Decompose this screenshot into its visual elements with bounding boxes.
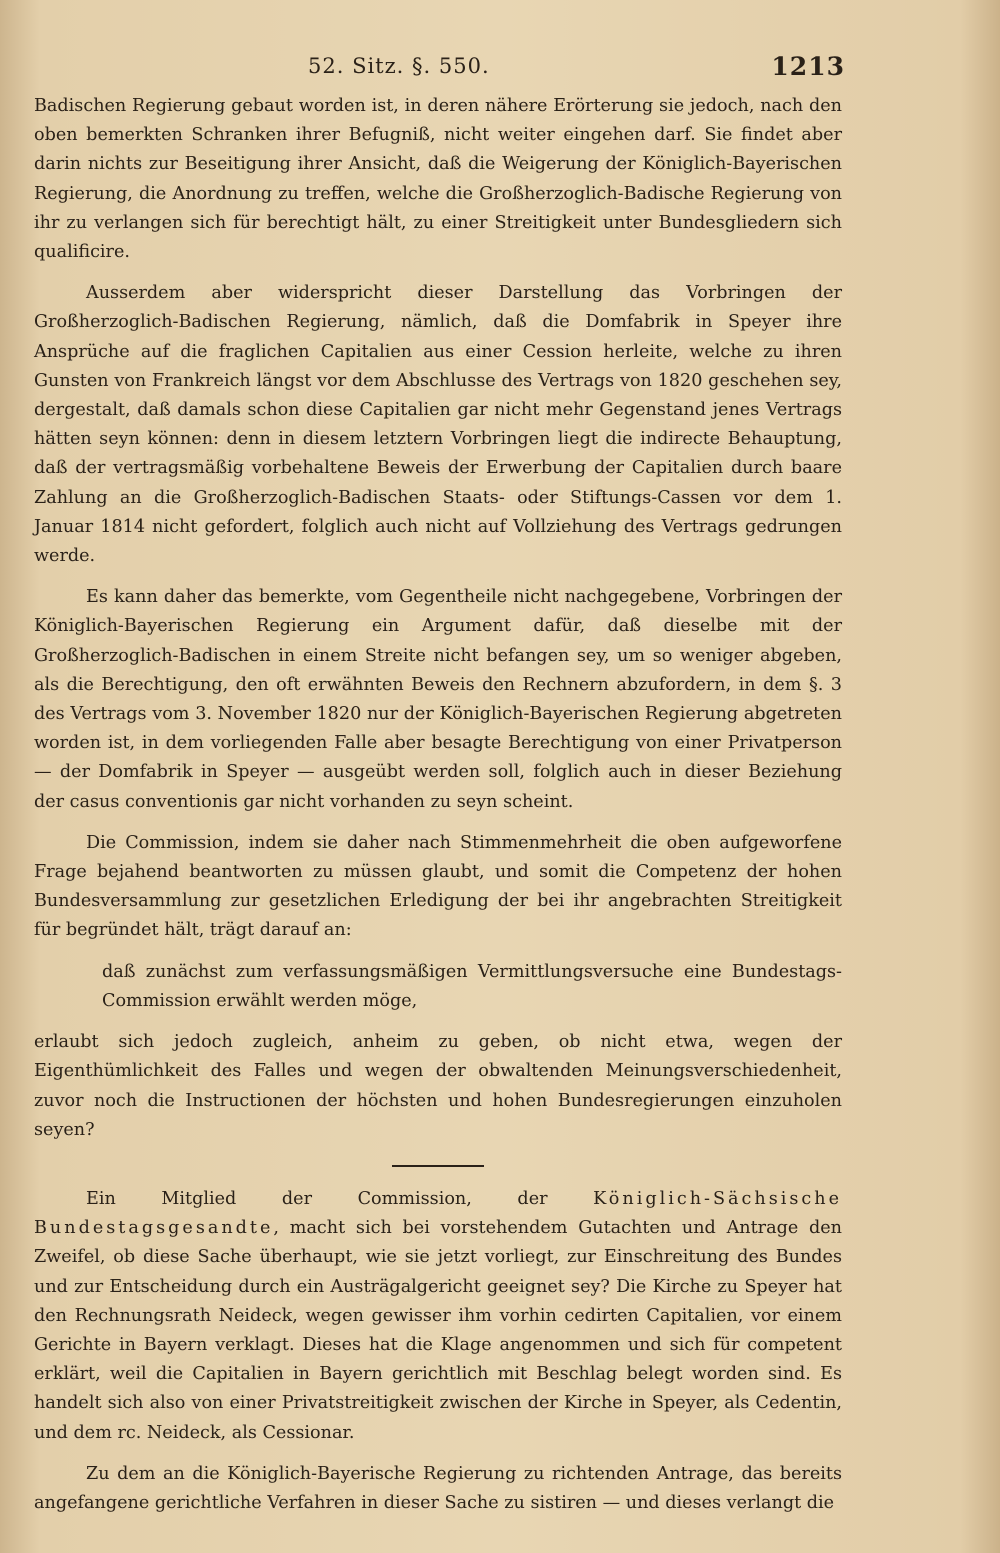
running-head: 52. Sitz. §. 550. xyxy=(308,54,490,78)
delegate-title: Königlich-Sächsische Bundestagsgesandte xyxy=(34,1188,842,1239)
paragraph-7-start: Ein Mitglied der Commission, der xyxy=(86,1188,594,1209)
section-divider xyxy=(392,1165,484,1167)
paragraph-2: Ausserdem aber widerspricht dieser Darstellung das Vorbringen der Großherzoglich-Badischen Regierung, nämlich, daß die Domfabrik in Speyer ihre Ansprüche auf die fraglichen Capitalien aus einer Cession herleite, welche zu ihren Gunsten von Frankreich längst vor dem Abschlusse des Vertrags von 1820 geschehen sey, dergestalt, daß damals schon diese Capitalien gar nicht mehr Gegenstand jenes Vertrags hätten seyn können: denn in diesem letztern Vorbringen liegt die indirecte Behauptung, daß der vertragsmäßig vorbehaltene Beweis der Erwerbung der Capitalien durch baare Zahlung an die Großherzoglich-Badischen Staats- oder Stiftungs-Cassen vor dem 1. Januar 1814 nicht gefordert, folglich auch nicht auf Vollziehung des Vertrags gedrungen werde. xyxy=(34,283,842,567)
motion-text: daß zunächst zum verfassungsmäßigen Vermittlungsversuche eine Bundestags-Commission erwählt werden möge, xyxy=(102,961,842,1011)
paragraph-7 xyxy=(34,1185,842,1448)
body-text xyxy=(34,92,842,1518)
paragraph-4: Die Commission, indem sie daher nach Stimmenmehrheit die oben aufgeworfene Frage bejahend beantworten zu müssen glaubt, und somit die Competenz der hohen Bundesversammlung zur gesetzlichen Erledigung der bei ihr angebrachten Streitigkeit für begründet hält, trägt darauf an: xyxy=(34,832,842,941)
page-number: 1213 xyxy=(771,52,845,81)
paragraph-1: Badischen Regierung gebaut worden ist, in deren nähere Erörterung sie jedoch, nach den oben bemerkten Schranken ihrer Befugniß, nicht weiter eingehen darf. Sie findet aber darin nichts zur Beseitigung ihrer Ansicht, daß die Weigerung der Königlich-Bayerischen Regierung, die Anordnung zu treffen, welche die Großherzoglich-Badische Regierung von ihr zu verlangen sich für berechtigt hält, zu einer Streitigkeit unter Bundesgliedern sich qualificire. xyxy=(34,96,842,263)
paragraph-7-rest: , macht sich bei vorstehendem Gutachten und Antrage den Zweifel, ob diese Sache überhaupt, wie sie jetzt vorliegt, zur Einschreitung des Bundes und zur Entscheidung durch ein Austrägalgericht geeignet sey? Die Kirche zu Speyer hat den Rechnungsrath Neideck, wegen gewisser ihm vorhin cedirten Capitalien, vor einem Gerichte in Bayern verklagt. Dieses hat die Klage angenommen und sich für competent erklärt, weil die Capitalien in Bayern gerichtlich mit Beschlag belegt worden sind. Es handelt sich also von einer Privatstreitigkeit zwischen der Kirche in Speyer, als Cedentin, und dem rc. Neideck, als Cessionar. xyxy=(34,1218,842,1443)
paragraph-8: Zu dem an die Königlich-Bayerische Regierung zu richtenden Antrage, das bereits angefangene gerichtliche Verfahren in dieser Sache zu sistiren — und dieses verlangt die xyxy=(34,1463,842,1513)
page-header xyxy=(0,52,1000,86)
paragraph-6: erlaubt sich jedoch zugleich, anheim zu geben, ob nicht etwa, wegen der Eigenthümlichkeit des Falles und wegen der obwaltenden Meinungsverschiedenheit, zuvor noch die Instructionen der höchsten und hohen Bundesregierungen einzuholen seyen? xyxy=(34,1032,842,1140)
paragraph-3: Es kann daher das bemerkte, vom Gegentheile nicht nachgegebene, Vorbringen der Königlich-Bayerischen Regierung ein Argument dafür, daß dieselbe mit der Großherzoglich-Badischen in einem Streite nicht befangen sey, um so weniger abgeben, als die Berechtigung, den oft erwähnten Beweis den Rechnern abzufordern, in dem §. 3 des Vertrags vom 3. November 1820 nur der Königlich-Bayerischen Regierung abgetreten worden ist, in dem vorliegenden Falle aber besagte Berechtigung von einer Privatperson — der Domfabrik in Speyer — ausgeübt werden soll, folglich auch in dieser Beziehung der casus conventionis gar nicht vorhanden zu seyn scheint. xyxy=(34,587,842,812)
